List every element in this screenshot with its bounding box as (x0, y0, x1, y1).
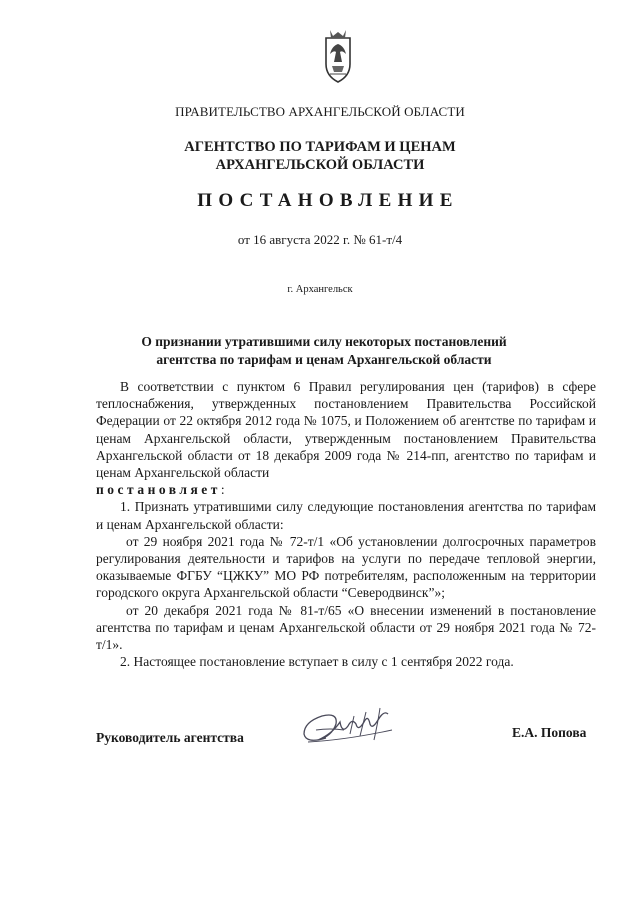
signatory-name: Е.А. Попова (512, 725, 587, 740)
item2-paragraph: 2. Настоящее постановление вступает в силу с 1 сентября 2022 года. (120, 654, 514, 670)
government-name: ПРАВИТЕЛЬСТВО АРХАНГЕЛЬСКОЙ ОБЛАСТИ (175, 104, 465, 119)
document-city: г. Архангельск (287, 284, 353, 295)
resolves-colon: : (220, 482, 225, 498)
document-subject (4, 333, 640, 369)
preamble-text: В соответствии с пунктом 6 Правил регулирования цен (тарифов) в сфере теплоснабжения, утвержденных постановлением Правительства Российской Федерации от 22 октября 2012 года № 1075, и Положением об агентстве по тарифам и ценам Архангельской области, утвержденным постановлением Правительства Архангельской области от 18 декабря 2009 года № 214-пп, агентство по тарифам и ценам Архангельской области (96, 379, 596, 481)
resolves-line (96, 481, 596, 498)
document-body (96, 378, 596, 670)
item1-a-paragraph: от 29 ноября 2021 года № 72-т/1 «Об установлении долгосрочных параметров регулирования деятельности и тарифов на услуги по передаче тепловой энергии, оказываемые ФГБУ “ЦЖКУ” МО РФ потребителям, расположенным на территории городского округа Архангельской области “Северодвинск”»; (96, 533, 596, 601)
document-date-number: от 16 августа 2022 г. № 61-т/4 (237, 232, 403, 247)
document-type-title: ПОСТАНОВЛЕНИЕ (197, 190, 459, 211)
coat-of-arms-icon (316, 28, 360, 86)
signatory-title: Руководитель агентства (96, 730, 244, 745)
subject-line1: О признании утратившими силу некоторых постановлений (141, 334, 507, 349)
subject-line2: агентства по тарифам и ценам Архангельской области (156, 352, 492, 367)
preamble-paragraph (96, 378, 596, 481)
agency-name-line2: АРХАНГЕЛЬСКОЙ ОБЛАСТИ (215, 157, 425, 173)
agency-name-line1: АГЕНТСТВО ПО ТАРИФАМ И ЦЕНАМ (184, 139, 456, 155)
handwritten-signature-icon (296, 700, 400, 756)
resolves-word: постановляет (96, 482, 221, 498)
item1-b-paragraph: от 20 декабря 2021 года № 81-т/65 «О внесении изменений в постановление агентства по тарифам и ценам Архангельской области от 29 ноября 2021 года № 72-т/1». (96, 602, 596, 653)
item1-paragraph: 1. Признать утратившими силу следующие постановления агентства по тарифам и ценам Архангельской области: (96, 499, 596, 532)
agency-name (0, 138, 640, 174)
